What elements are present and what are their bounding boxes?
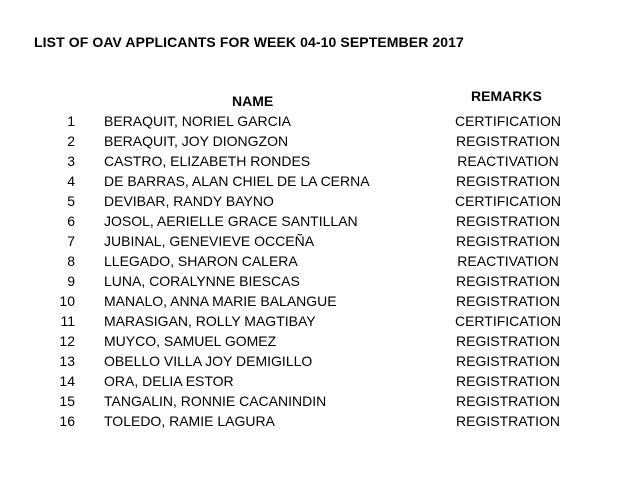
applicant-name: BERAQUIT, NORIEL GARCIA	[104, 113, 291, 129]
applicant-row	[0, 271, 640, 291]
row-number: 7	[67, 233, 75, 249]
applicant-remark: REGISTRATION	[456, 273, 560, 289]
row-number: 6	[67, 213, 75, 229]
applicant-remark: REGISTRATION	[456, 173, 560, 189]
applicant-row	[0, 411, 640, 431]
applicant-list	[0, 111, 640, 431]
applicant-row	[0, 171, 640, 191]
applicant-row	[0, 111, 640, 131]
applicant-remark: REGISTRATION	[456, 213, 560, 229]
applicant-row	[0, 191, 640, 211]
applicant-row	[0, 331, 640, 351]
applicant-name: ORA, DELIA ESTOR	[104, 373, 234, 389]
applicant-row	[0, 131, 640, 151]
row-number: 15	[59, 393, 75, 409]
applicant-row	[0, 391, 640, 411]
applicant-remark: CERTIFICATION	[454, 193, 562, 209]
applicant-remark: REGISTRATION	[456, 233, 560, 249]
applicant-remark: REACTIVATION	[457, 153, 559, 169]
row-number: 1	[67, 113, 75, 129]
applicant-row	[0, 211, 640, 231]
applicant-name: LLEGADO, SHARON CALERA	[104, 253, 298, 269]
applicant-remark: CERTIFICATION	[454, 313, 562, 329]
applicant-row	[0, 371, 640, 391]
applicant-remark: CERTIFICATION	[454, 113, 562, 129]
applicant-remark: REGISTRATION	[456, 413, 560, 429]
applicant-remark: REGISTRATION	[456, 373, 560, 389]
applicant-name: DEVIBAR, RANDY BAYNO	[104, 193, 274, 209]
applicant-row	[0, 311, 640, 331]
applicant-row	[0, 351, 640, 371]
remarks-column-header: REMARKS	[471, 88, 542, 104]
applicant-row	[0, 231, 640, 251]
row-number: 14	[59, 373, 75, 389]
applicant-remark: REGISTRATION	[456, 353, 560, 369]
applicant-remark: REGISTRATION	[456, 333, 560, 349]
applicant-name: JUBINAL, GENEVIEVE OCCEÑA	[104, 233, 315, 249]
applicant-row	[0, 251, 640, 271]
applicant-row	[0, 151, 640, 171]
applicant-name: TOLEDO, RAMIE LAGURA	[104, 413, 275, 429]
row-number: 4	[67, 173, 75, 189]
row-number: 10	[59, 293, 75, 309]
applicant-name: BERAQUIT, JOY DIONGZON	[104, 133, 289, 149]
row-number: 13	[59, 353, 75, 369]
applicant-name: DE BARRAS, ALAN CHIEL DE LA CERNA	[104, 173, 370, 189]
applicant-remark: REGISTRATION	[456, 393, 560, 409]
applicant-remark: REGISTRATION	[456, 293, 560, 309]
row-number: 16	[59, 413, 75, 429]
row-number: 11	[60, 313, 75, 329]
applicant-name: MUYCO, SAMUEL GOMEZ	[104, 333, 277, 349]
row-number: 12	[59, 333, 75, 349]
applicant-name: LUNA, CORALYNNE BIESCAS	[104, 273, 300, 289]
applicant-name: MARASIGAN, ROLLY MAGTIBAY	[104, 313, 316, 329]
applicant-name: OBELLO VILLA JOY DEMIGILLO	[104, 353, 313, 369]
applicant-remark: REACTIVATION	[457, 253, 559, 269]
row-number: 2	[67, 133, 75, 149]
row-number: 3	[67, 153, 75, 169]
row-number: 5	[67, 193, 75, 209]
applicant-name: MANALO, ANNA MARIE BALANGUE	[104, 293, 337, 309]
row-number: 9	[67, 273, 75, 289]
applicant-row	[0, 291, 640, 311]
name-column-header: NAME	[232, 93, 274, 109]
applicant-name: TANGALIN, RONNIE CACANINDIN	[104, 393, 327, 409]
document-title: LIST OF OAV APPLICANTS FOR WEEK 04-10 SEPTEMBER 2017	[34, 34, 464, 50]
applicant-name: JOSOL, AERIELLE GRACE SANTILLAN	[104, 213, 358, 229]
row-number: 8	[67, 253, 75, 269]
applicant-name: CASTRO, ELIZABETH RONDES	[104, 153, 311, 169]
applicant-remark: REGISTRATION	[456, 133, 560, 149]
